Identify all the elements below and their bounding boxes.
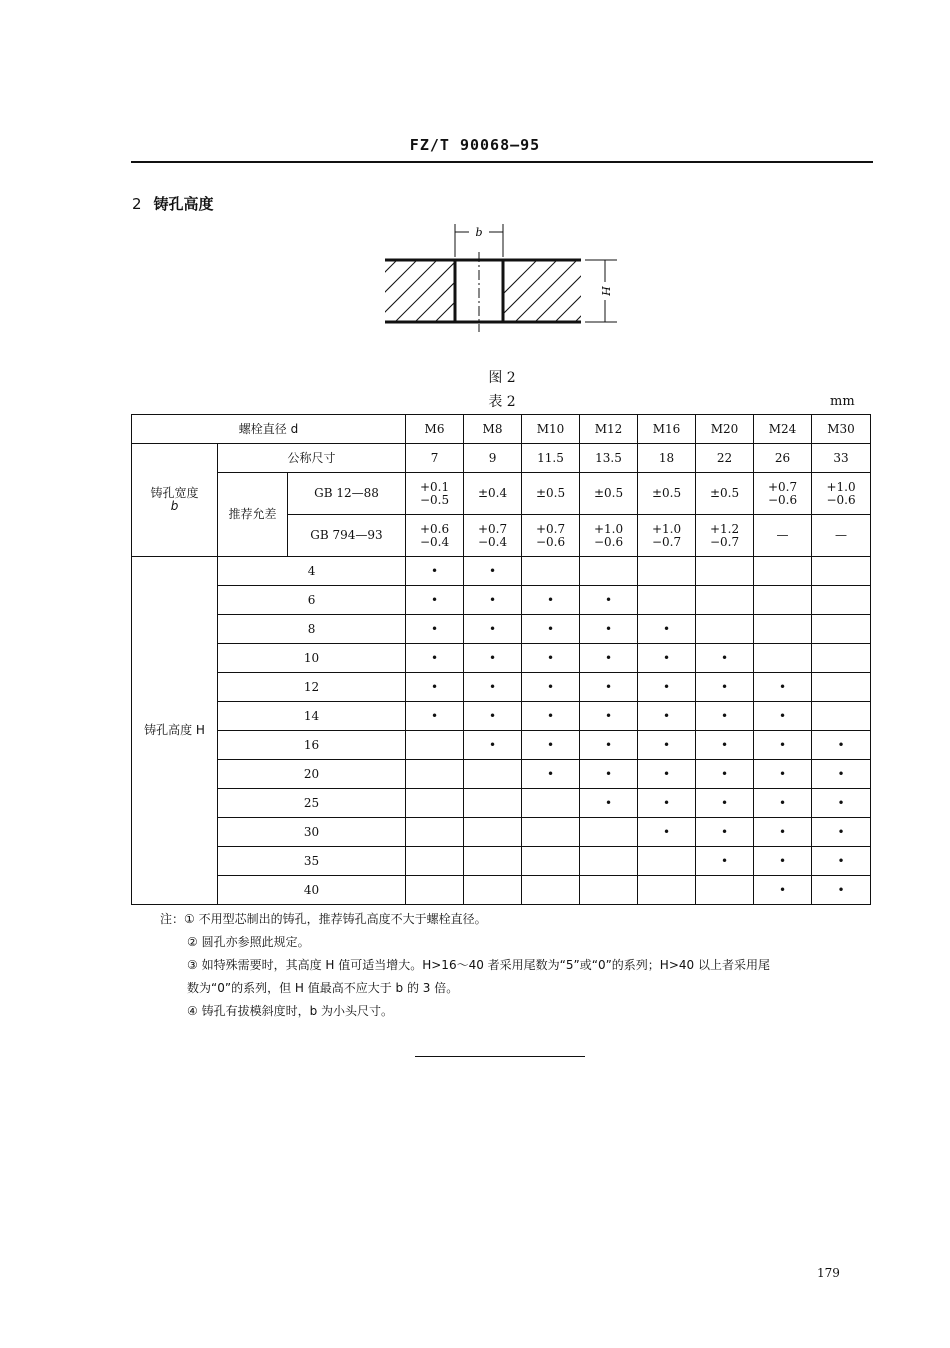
tolerance-part: +0.1 <box>419 479 450 494</box>
height-value: 25 <box>218 789 406 818</box>
applicable-mark: • <box>406 644 464 673</box>
tolerance-value <box>754 473 812 515</box>
bolt-size-M8: M8 <box>464 415 522 444</box>
nominal-size-value: 9 <box>464 444 522 473</box>
empty-cell <box>464 847 522 876</box>
empty-cell <box>406 847 464 876</box>
applicable-mark: • <box>464 586 522 615</box>
section-title: 铸孔高度 <box>153 195 214 213</box>
tolerance-part: ±0.4 <box>477 486 508 500</box>
applicable-mark: • <box>754 818 812 847</box>
applicable-mark: • <box>638 818 696 847</box>
height-row <box>132 731 871 760</box>
empty-cell <box>522 789 580 818</box>
empty-cell <box>464 876 522 905</box>
tolerance-part: ±0.5 <box>651 486 682 500</box>
empty-cell <box>754 644 812 673</box>
empty-cell <box>464 789 522 818</box>
height-value: 10 <box>218 644 406 673</box>
empty-cell <box>580 818 638 847</box>
applicable-mark: • <box>580 586 638 615</box>
applicable-mark: • <box>522 615 580 644</box>
empty-cell <box>406 818 464 847</box>
applicable-mark: • <box>638 731 696 760</box>
empty-cell <box>464 818 522 847</box>
tolerance-part: ±0.5 <box>709 486 740 500</box>
applicable-mark: • <box>638 673 696 702</box>
applicable-mark: • <box>580 702 638 731</box>
height-row <box>132 760 871 789</box>
applicable-mark: • <box>754 789 812 818</box>
tolerance-value <box>406 473 464 515</box>
applicable-mark: • <box>812 876 871 905</box>
empty-cell <box>812 586 871 615</box>
applicable-mark: • <box>696 789 754 818</box>
tolerance-value <box>754 515 812 557</box>
tolerance-value <box>580 473 638 515</box>
empty-cell <box>580 847 638 876</box>
tolerance-value <box>522 515 580 557</box>
applicable-mark: • <box>638 789 696 818</box>
bolt-size-M10: M10 <box>522 415 580 444</box>
note-1: 注：① 不用型芯制出的铸孔，推荐铸孔高度不大于螺栓直径。 <box>160 912 487 926</box>
header-row <box>132 415 871 444</box>
cast-hole-diagram <box>385 222 620 337</box>
page-number: 179 <box>817 1266 840 1280</box>
applicable-mark: • <box>522 702 580 731</box>
nominal-size-value: 33 <box>812 444 871 473</box>
applicable-mark: • <box>522 644 580 673</box>
applicable-mark: • <box>580 760 638 789</box>
empty-cell <box>638 557 696 586</box>
empty-cell <box>464 760 522 789</box>
empty-cell <box>522 818 580 847</box>
applicable-mark: • <box>406 586 464 615</box>
tolerance-part: −0.6 <box>767 492 798 507</box>
applicable-mark: • <box>522 673 580 702</box>
applicable-mark: • <box>696 731 754 760</box>
tolerance-part: −0.7 <box>709 534 740 549</box>
empty-cell <box>812 644 871 673</box>
applicable-mark: • <box>754 876 812 905</box>
tolerance-part: −0.4 <box>477 534 508 549</box>
tolerance-value <box>812 473 871 515</box>
nominal-size-value: 26 <box>754 444 812 473</box>
tolerance-part: +1.0 <box>593 521 624 536</box>
section-heading <box>132 193 214 214</box>
height-row <box>132 818 871 847</box>
tolerance-row <box>132 473 871 515</box>
height-value: 12 <box>218 673 406 702</box>
height-value: 35 <box>218 847 406 876</box>
empty-cell <box>812 702 871 731</box>
applicable-mark: • <box>812 789 871 818</box>
applicable-mark: • <box>464 673 522 702</box>
applicable-mark: • <box>522 760 580 789</box>
header-rule <box>131 161 873 163</box>
applicable-mark: • <box>812 847 871 876</box>
height-value: 40 <box>218 876 406 905</box>
note-3-continued: 数为“0”的系列，但 H 值最高不应大于 b 的 3 倍。 <box>187 981 459 995</box>
applicable-mark: • <box>406 673 464 702</box>
applicable-mark: • <box>812 760 871 789</box>
tolerance-value <box>638 473 696 515</box>
empty-cell <box>406 760 464 789</box>
empty-cell <box>580 876 638 905</box>
applicable-mark: • <box>580 731 638 760</box>
standard-label: GB 794—93 <box>288 515 406 557</box>
unit-label: mm <box>830 394 855 409</box>
empty-cell <box>696 557 754 586</box>
nominal-size-value: 18 <box>638 444 696 473</box>
tolerance-part: ±0.5 <box>535 486 566 500</box>
tolerance-part: +0.7 <box>767 479 798 494</box>
section-number: 2 <box>132 195 142 213</box>
dimension-H-label: H <box>599 286 612 296</box>
height-row <box>132 847 871 876</box>
tolerance-part: +0.6 <box>419 521 450 536</box>
applicable-mark: • <box>406 557 464 586</box>
applicable-mark: • <box>580 644 638 673</box>
applicable-mark: • <box>464 702 522 731</box>
tolerance-part: — <box>835 528 848 542</box>
bolt-size-M16: M16 <box>638 415 696 444</box>
height-row <box>132 702 871 731</box>
empty-cell <box>522 876 580 905</box>
nominal-size-value: 22 <box>696 444 754 473</box>
applicable-mark: • <box>580 615 638 644</box>
height-row <box>132 673 871 702</box>
tolerance-value <box>464 473 522 515</box>
applicable-mark: • <box>754 847 812 876</box>
applicable-mark: • <box>638 702 696 731</box>
applicable-mark: • <box>754 673 812 702</box>
tolerance-value <box>696 515 754 557</box>
height-row <box>132 876 871 905</box>
applicable-mark: • <box>696 847 754 876</box>
applicable-mark: • <box>522 586 580 615</box>
tolerance-value <box>464 515 522 557</box>
nominal-size-label: 公称尺寸 <box>218 444 406 473</box>
empty-cell <box>406 731 464 760</box>
applicable-mark: • <box>406 702 464 731</box>
nominal-size-value: 7 <box>406 444 464 473</box>
nominal-size-value: 13.5 <box>580 444 638 473</box>
height-value: 20 <box>218 760 406 789</box>
recommended-tolerance-label: 推荐允差 <box>218 473 288 557</box>
bolt-size-M24: M24 <box>754 415 812 444</box>
applicable-mark: • <box>464 644 522 673</box>
tolerance-part: +1.0 <box>651 521 682 536</box>
applicable-mark: • <box>696 644 754 673</box>
tolerance-part: −0.6 <box>593 534 624 549</box>
bolt-size-M30: M30 <box>812 415 871 444</box>
note-3: ③ 如特殊需要时，其高度 H 值可适当增大。H>16～40 者采用尾数为“5”或“0”的系列；H>40 以上者采用尾 <box>187 958 770 972</box>
height-row <box>132 586 871 615</box>
tolerance-value <box>406 515 464 557</box>
applicable-mark: • <box>580 673 638 702</box>
bolt-size-M20: M20 <box>696 415 754 444</box>
tolerance-value <box>638 515 696 557</box>
nominal-row <box>132 444 871 473</box>
empty-cell <box>522 847 580 876</box>
tolerance-part: — <box>776 528 789 542</box>
applicable-mark: • <box>696 760 754 789</box>
tolerance-part: −0.6 <box>535 534 566 549</box>
table-caption: 表 2 <box>488 394 516 410</box>
applicable-mark: • <box>812 731 871 760</box>
empty-cell <box>812 615 871 644</box>
tolerance-part: −0.6 <box>826 492 856 507</box>
height-value: 14 <box>218 702 406 731</box>
empty-cell <box>696 586 754 615</box>
applicable-mark: • <box>638 615 696 644</box>
bolt-size-M6: M6 <box>406 415 464 444</box>
bolt-size-M12: M12 <box>580 415 638 444</box>
applicable-mark: • <box>696 818 754 847</box>
hole-width-symbol: b <box>170 499 179 513</box>
applicable-mark: • <box>754 731 812 760</box>
end-rule <box>415 1056 585 1057</box>
applicable-mark: • <box>406 615 464 644</box>
applicable-mark: • <box>638 644 696 673</box>
empty-cell <box>638 876 696 905</box>
empty-cell <box>812 673 871 702</box>
tolerance-part: −0.7 <box>651 534 682 549</box>
height-value: 6 <box>218 586 406 615</box>
tolerance-part: +1.2 <box>709 521 740 536</box>
empty-cell <box>696 615 754 644</box>
empty-cell <box>754 557 812 586</box>
nominal-size-value: 11.5 <box>522 444 580 473</box>
empty-cell <box>406 789 464 818</box>
empty-cell <box>696 876 754 905</box>
empty-cell <box>812 557 871 586</box>
empty-cell <box>580 557 638 586</box>
applicable-mark: • <box>464 557 522 586</box>
note-4: ④ 铸孔有拔模斜度时，b 为小头尺寸。 <box>187 1004 394 1018</box>
applicable-mark: • <box>696 702 754 731</box>
table-2 <box>131 414 871 905</box>
tolerance-value <box>696 473 754 515</box>
height-value: 30 <box>218 818 406 847</box>
applicable-mark: • <box>522 731 580 760</box>
height-row <box>132 644 871 673</box>
applicable-mark: • <box>464 615 522 644</box>
applicable-mark: • <box>754 702 812 731</box>
height-row <box>132 557 871 586</box>
bolt-diameter-header: 螺栓直径 d <box>132 415 406 444</box>
tolerance-part: −0.4 <box>419 534 450 549</box>
tolerance-value <box>812 515 871 557</box>
empty-cell <box>638 586 696 615</box>
figure-caption: 图 2 <box>488 370 516 386</box>
tolerance-part: +0.7 <box>535 521 566 536</box>
hole-height-label: 铸孔高度 H <box>132 557 218 905</box>
height-row <box>132 615 871 644</box>
applicable-mark: • <box>580 789 638 818</box>
height-value: 16 <box>218 731 406 760</box>
hole-width-text: 铸孔宽度 <box>150 486 199 500</box>
applicable-mark: • <box>812 818 871 847</box>
tolerance-value <box>522 473 580 515</box>
tolerance-part: −0.5 <box>419 492 450 507</box>
empty-cell <box>406 876 464 905</box>
tolerance-part: +0.7 <box>477 521 508 536</box>
tolerance-part: ±0.5 <box>593 486 624 500</box>
applicable-mark: • <box>464 731 522 760</box>
note-2: ② 圆孔亦参照此规定。 <box>187 935 310 949</box>
dimension-b-label: b <box>475 226 483 239</box>
empty-cell <box>754 615 812 644</box>
applicable-mark: • <box>638 760 696 789</box>
empty-cell <box>754 586 812 615</box>
standard-label: GB 12—88 <box>288 473 406 515</box>
hole-width-label <box>132 444 218 557</box>
empty-cell <box>638 847 696 876</box>
applicable-mark: • <box>696 673 754 702</box>
applicable-mark: • <box>754 760 812 789</box>
height-value: 8 <box>218 615 406 644</box>
empty-cell <box>522 557 580 586</box>
document-header: FZ/T 90068—95 <box>409 136 541 154</box>
notes <box>160 908 880 1023</box>
tolerance-part: +1.0 <box>826 479 856 494</box>
height-row <box>132 789 871 818</box>
height-value: 4 <box>218 557 406 586</box>
tolerance-value <box>580 515 638 557</box>
